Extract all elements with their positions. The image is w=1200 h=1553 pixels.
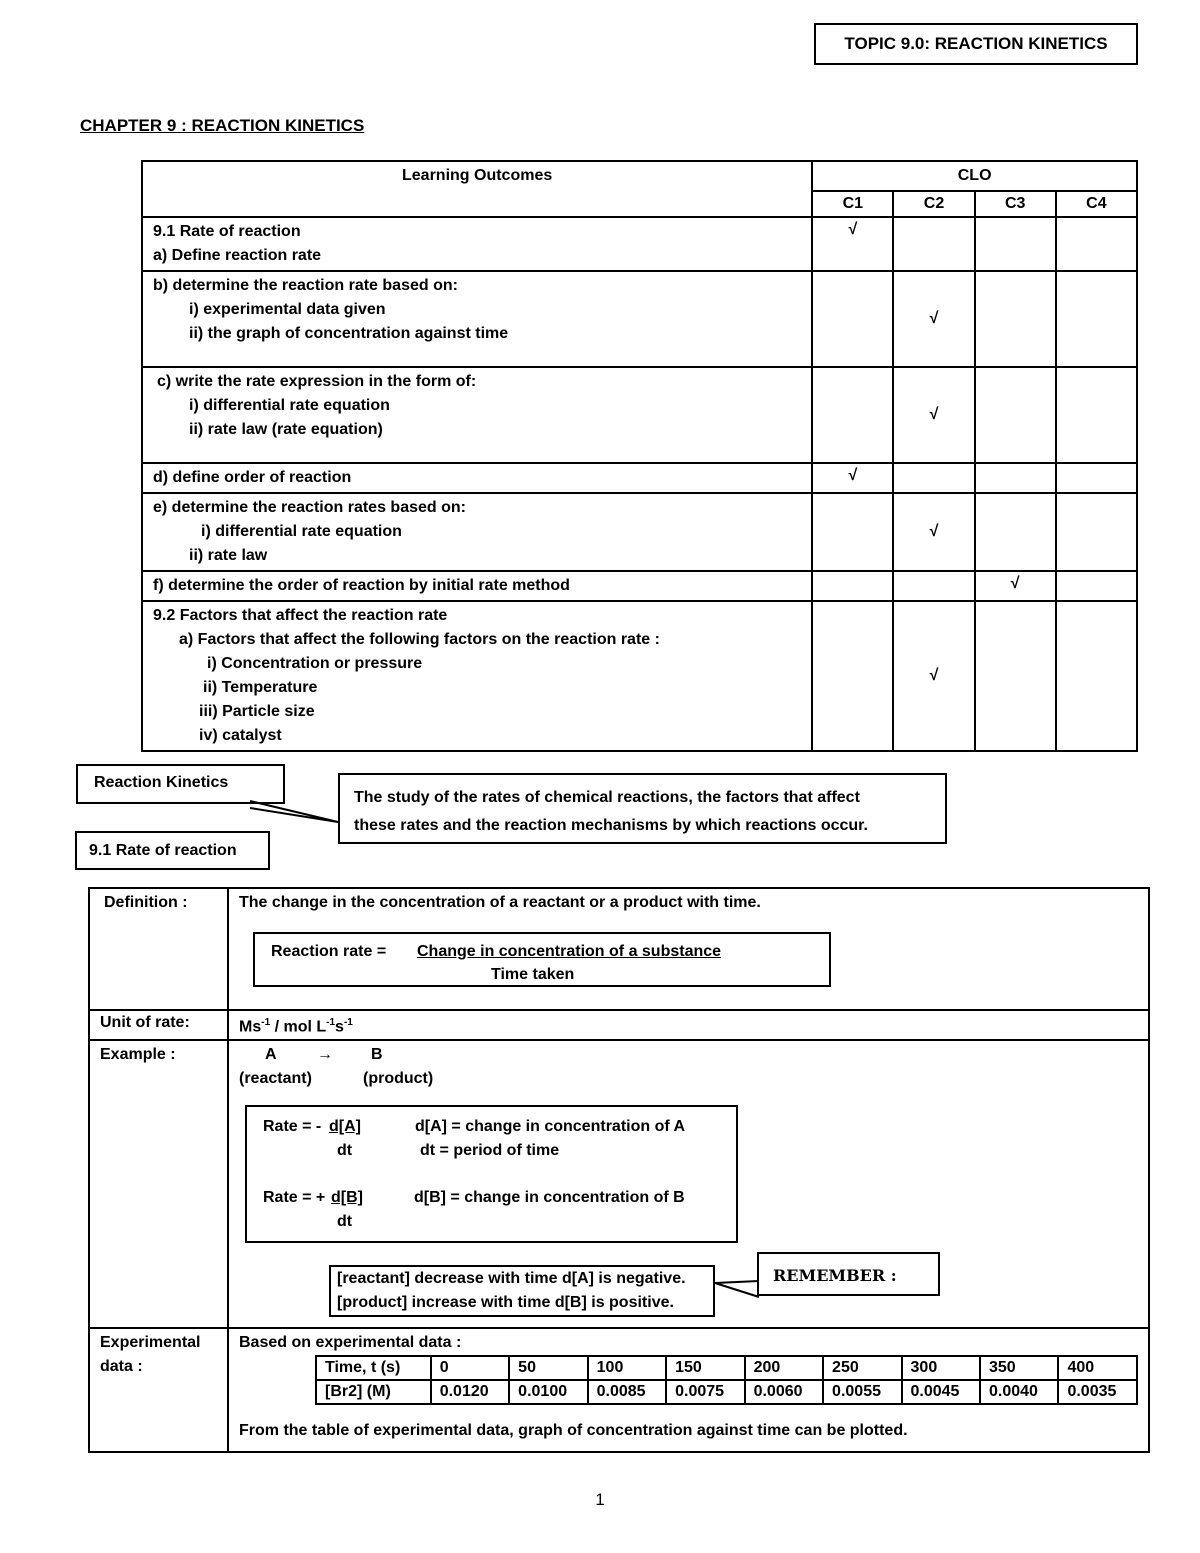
rate-table [88,887,1150,1453]
check-mark: √ [893,271,974,367]
learning-outcomes-table [141,160,1138,752]
table-row [142,271,1137,367]
concentration-cell: 0.0075 [666,1380,744,1404]
time-row [316,1356,1137,1380]
rate-b-prefix: Rate = + [263,1189,326,1207]
table-header-row [142,161,1137,191]
outcome-text: 9.1 Rate of reaction [153,223,301,240]
outcome-text: ii) the graph of concentration against time [189,325,509,342]
concentration-cell: 0.0060 [745,1380,823,1404]
rate-b-denominator: dt [337,1213,353,1231]
outcome-text: 9.2 Factors that affect the reaction rate [153,607,448,624]
outcome-text: ii) rate law [189,547,268,564]
concentration-cell: 0.0035 [1058,1380,1137,1404]
rate-expression-box [245,1105,738,1243]
check-mark: √ [893,367,974,463]
rate-a-numerator: d[A] [329,1118,361,1136]
check-mark: √ [893,601,974,751]
chapter-title: CHAPTER 9 : REACTION KINETICS [80,116,365,135]
table-row [89,1328,1149,1452]
time-cell: 300 [902,1356,980,1380]
row-label: data : [100,1358,143,1376]
experimental-footer: From the table of experimental data, graph of concentration against time can be plotted. [239,1422,908,1440]
eq-reactant-symbol: A [265,1046,277,1064]
reaction-kinetics-label: Reaction Kinetics [76,764,285,804]
outcome-text: iv) catalyst [199,727,282,744]
sign-note-line: [product] increase with time d[B] is positive. [337,1294,674,1312]
concentration-header: [Br2] (M) [316,1380,431,1404]
definition-text: The change in the concentration of a reactant or a product with time. [239,894,761,911]
experimental-intro: Based on experimental data : [239,1334,462,1352]
check-mark: √ [812,463,893,493]
check-mark: √ [812,217,893,271]
time-cell: 150 [666,1356,744,1380]
time-cell: 0 [431,1356,509,1380]
formula-lhs: Reaction rate = [271,943,387,960]
callout-pointer [240,798,350,828]
time-cell: 100 [588,1356,666,1380]
experimental-data-table [315,1355,1138,1405]
formula-denominator: Time taken [491,966,575,983]
table-row [142,217,1137,271]
outcome-text: i) differential rate equation [189,397,390,414]
row-label: Experimental [100,1334,201,1352]
outcome-text: a) Define reaction rate [153,247,322,264]
row-label: Example : [89,1040,228,1328]
concentration-cell: 0.0055 [823,1380,901,1404]
outcome-text: f) determine the order of reaction by initial rate method [153,577,570,594]
table-row [89,888,1149,1010]
outcome-text: ii) Temperature [203,679,318,696]
table-row [142,571,1137,601]
row-label: Unit of rate: [89,1010,228,1040]
clo-col: C3 [975,191,1056,217]
clo-col: C4 [1056,191,1137,217]
time-cell: 400 [1058,1356,1137,1380]
outcome-text: d) define order of reaction [153,469,352,486]
concentration-cell: 0.0120 [431,1380,509,1404]
sign-note-box [329,1265,715,1317]
definition-line: these rates and the reaction mechanisms by which reactions occur. [354,817,868,834]
table-row [142,493,1137,571]
time-cell: 350 [980,1356,1058,1380]
page-number: 1 [595,1490,605,1509]
rate-b-numerator: d[B] [331,1189,363,1207]
section-label: 9.1 Rate of reaction [75,831,270,870]
sign-note-line: [reactant] decrease with time d[A] is negative. [337,1270,686,1288]
outcome-text: i) experimental data given [189,301,386,318]
topic-header: TOPIC 9.0: REACTION KINETICS [814,23,1138,65]
time-cell: 250 [823,1356,901,1380]
table-row [142,367,1137,463]
outcome-text: e) determine the reaction rates based on: [153,499,466,516]
remember-box: REMEMBER : [757,1252,940,1296]
concentration-cell: 0.0045 [902,1380,980,1404]
rate-b-note: d[B] = change in concentration of B [414,1189,685,1207]
check-mark: √ [893,493,974,571]
formula-box [253,932,831,987]
reaction-kinetics-definition [338,773,947,844]
outcome-text: i) differential rate equation [201,523,402,540]
time-cell: 50 [509,1356,587,1380]
eq-product-label: (product) [363,1070,434,1088]
definition-line: The study of the rates of chemical reactions, the factors that affect [354,789,860,806]
dt-note: dt = period of time [420,1142,560,1160]
time-header: Time, t (s) [316,1356,431,1380]
remember-pointer [713,1275,763,1305]
outcome-text: ii) rate law (rate equation) [189,421,383,438]
rate-a-note: d[A] = change in concentration of A [415,1118,686,1136]
table-row [142,463,1137,493]
clo-col: C1 [812,191,893,217]
eq-reactant-label: (reactant) [239,1070,312,1088]
concentration-cell: 0.0040 [980,1380,1058,1404]
learning-outcomes-header: Learning Outcomes [142,161,812,217]
concentration-row [316,1380,1137,1404]
outcome-text: c) write the rate expression in the form of: [157,373,477,390]
rate-a-denominator: dt [337,1142,353,1160]
outcome-text: b) determine the reaction rate based on: [153,277,458,294]
time-cell: 200 [745,1356,823,1380]
clo-header: CLO [812,161,1137,191]
check-mark: √ [975,571,1056,601]
clo-col: C2 [893,191,974,217]
formula-numerator: Change in concentration of a substance [417,943,722,960]
outcome-text: i) Concentration or pressure [207,655,423,672]
table-row [142,601,1137,751]
concentration-cell: 0.0085 [588,1380,666,1404]
concentration-cell: 0.0100 [509,1380,587,1404]
unit-value: $Ms^{-1}$ / mol $L^{-1}s^{-1}$ [228,1010,1149,1040]
outcome-text: iii) Particle size [199,703,315,720]
row-label: Definition : [89,888,228,1010]
outcome-text: a) Factors that affect the following factors on the reaction rate : [179,631,660,648]
table-row [89,1040,1149,1328]
rate-a-prefix: Rate = - [263,1118,322,1136]
table-row [89,1010,1149,1040]
arrow-icon: → [317,1046,333,1064]
eq-product-symbol: B [371,1046,383,1064]
